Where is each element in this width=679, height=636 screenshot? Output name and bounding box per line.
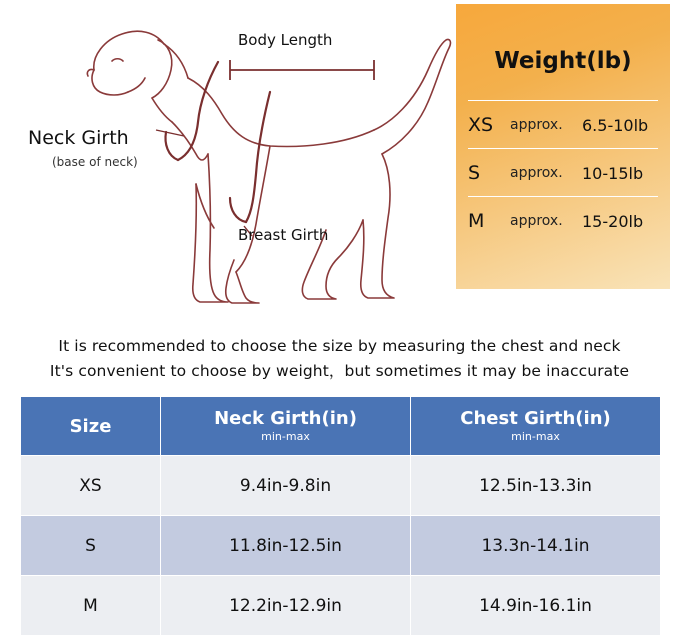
header-chest-sub: min-max (511, 430, 560, 443)
weight-size-label: M (468, 210, 485, 232)
header-size-main: Size (69, 415, 112, 437)
cell-neck: 9.4in-9.8in (161, 456, 411, 516)
weight-approx-label: approx. (510, 117, 563, 133)
table-row (21, 516, 661, 576)
header-chest-girth (411, 397, 661, 456)
cell-chest: 12.5in-13.3in (411, 456, 661, 516)
header-size (21, 397, 161, 456)
cell-neck: 12.2in-12.9in (161, 576, 411, 636)
cell-size: XS (21, 456, 161, 516)
weight-size-label: S (468, 162, 481, 184)
cell-size: S (21, 516, 161, 576)
recommendation-text (0, 334, 679, 384)
weight-row (468, 100, 658, 149)
cell-size: M (21, 576, 161, 636)
table-header-row (21, 397, 661, 456)
weight-approx-label: approx. (510, 165, 563, 181)
weight-row (468, 196, 658, 245)
label-breast-girth: Breast Girth (238, 226, 329, 244)
label-neck-girth: Neck Girth (28, 127, 129, 149)
weight-range-value: 15-20lb (582, 211, 644, 231)
weight-range-value: 6.5-10lb (582, 115, 649, 135)
cell-chest: 14.9in-16.1in (411, 576, 661, 636)
label-neck-girth-sub: (base of neck) (52, 155, 138, 169)
weight-row (468, 148, 658, 197)
label-body-length: Body Length (238, 31, 333, 49)
weight-panel-title: Weight(lb) (494, 48, 632, 74)
header-chest-main: Chest Girth(in) (460, 408, 611, 429)
weight-approx-label: approx. (510, 213, 563, 229)
header-neck-girth (161, 397, 411, 456)
weight-range-value: 10-15lb (582, 163, 644, 183)
weight-size-label: XS (468, 114, 494, 136)
recommendation-line-2: It's convenient to choose by weight，but sometimes it may be inaccurate (49, 362, 630, 380)
cell-chest: 13.3n-14.1in (411, 516, 661, 576)
size-chart-table (20, 396, 661, 636)
header-neck-main: Neck Girth(in) (214, 408, 357, 429)
header-neck-sub: min-max (261, 430, 310, 443)
recommendation-line-1: It is recommended to choose the size by measuring the chest and neck (58, 337, 621, 355)
weight-panel (456, 4, 670, 289)
cell-neck: 11.8in-12.5in (161, 516, 411, 576)
table-row (21, 456, 661, 516)
